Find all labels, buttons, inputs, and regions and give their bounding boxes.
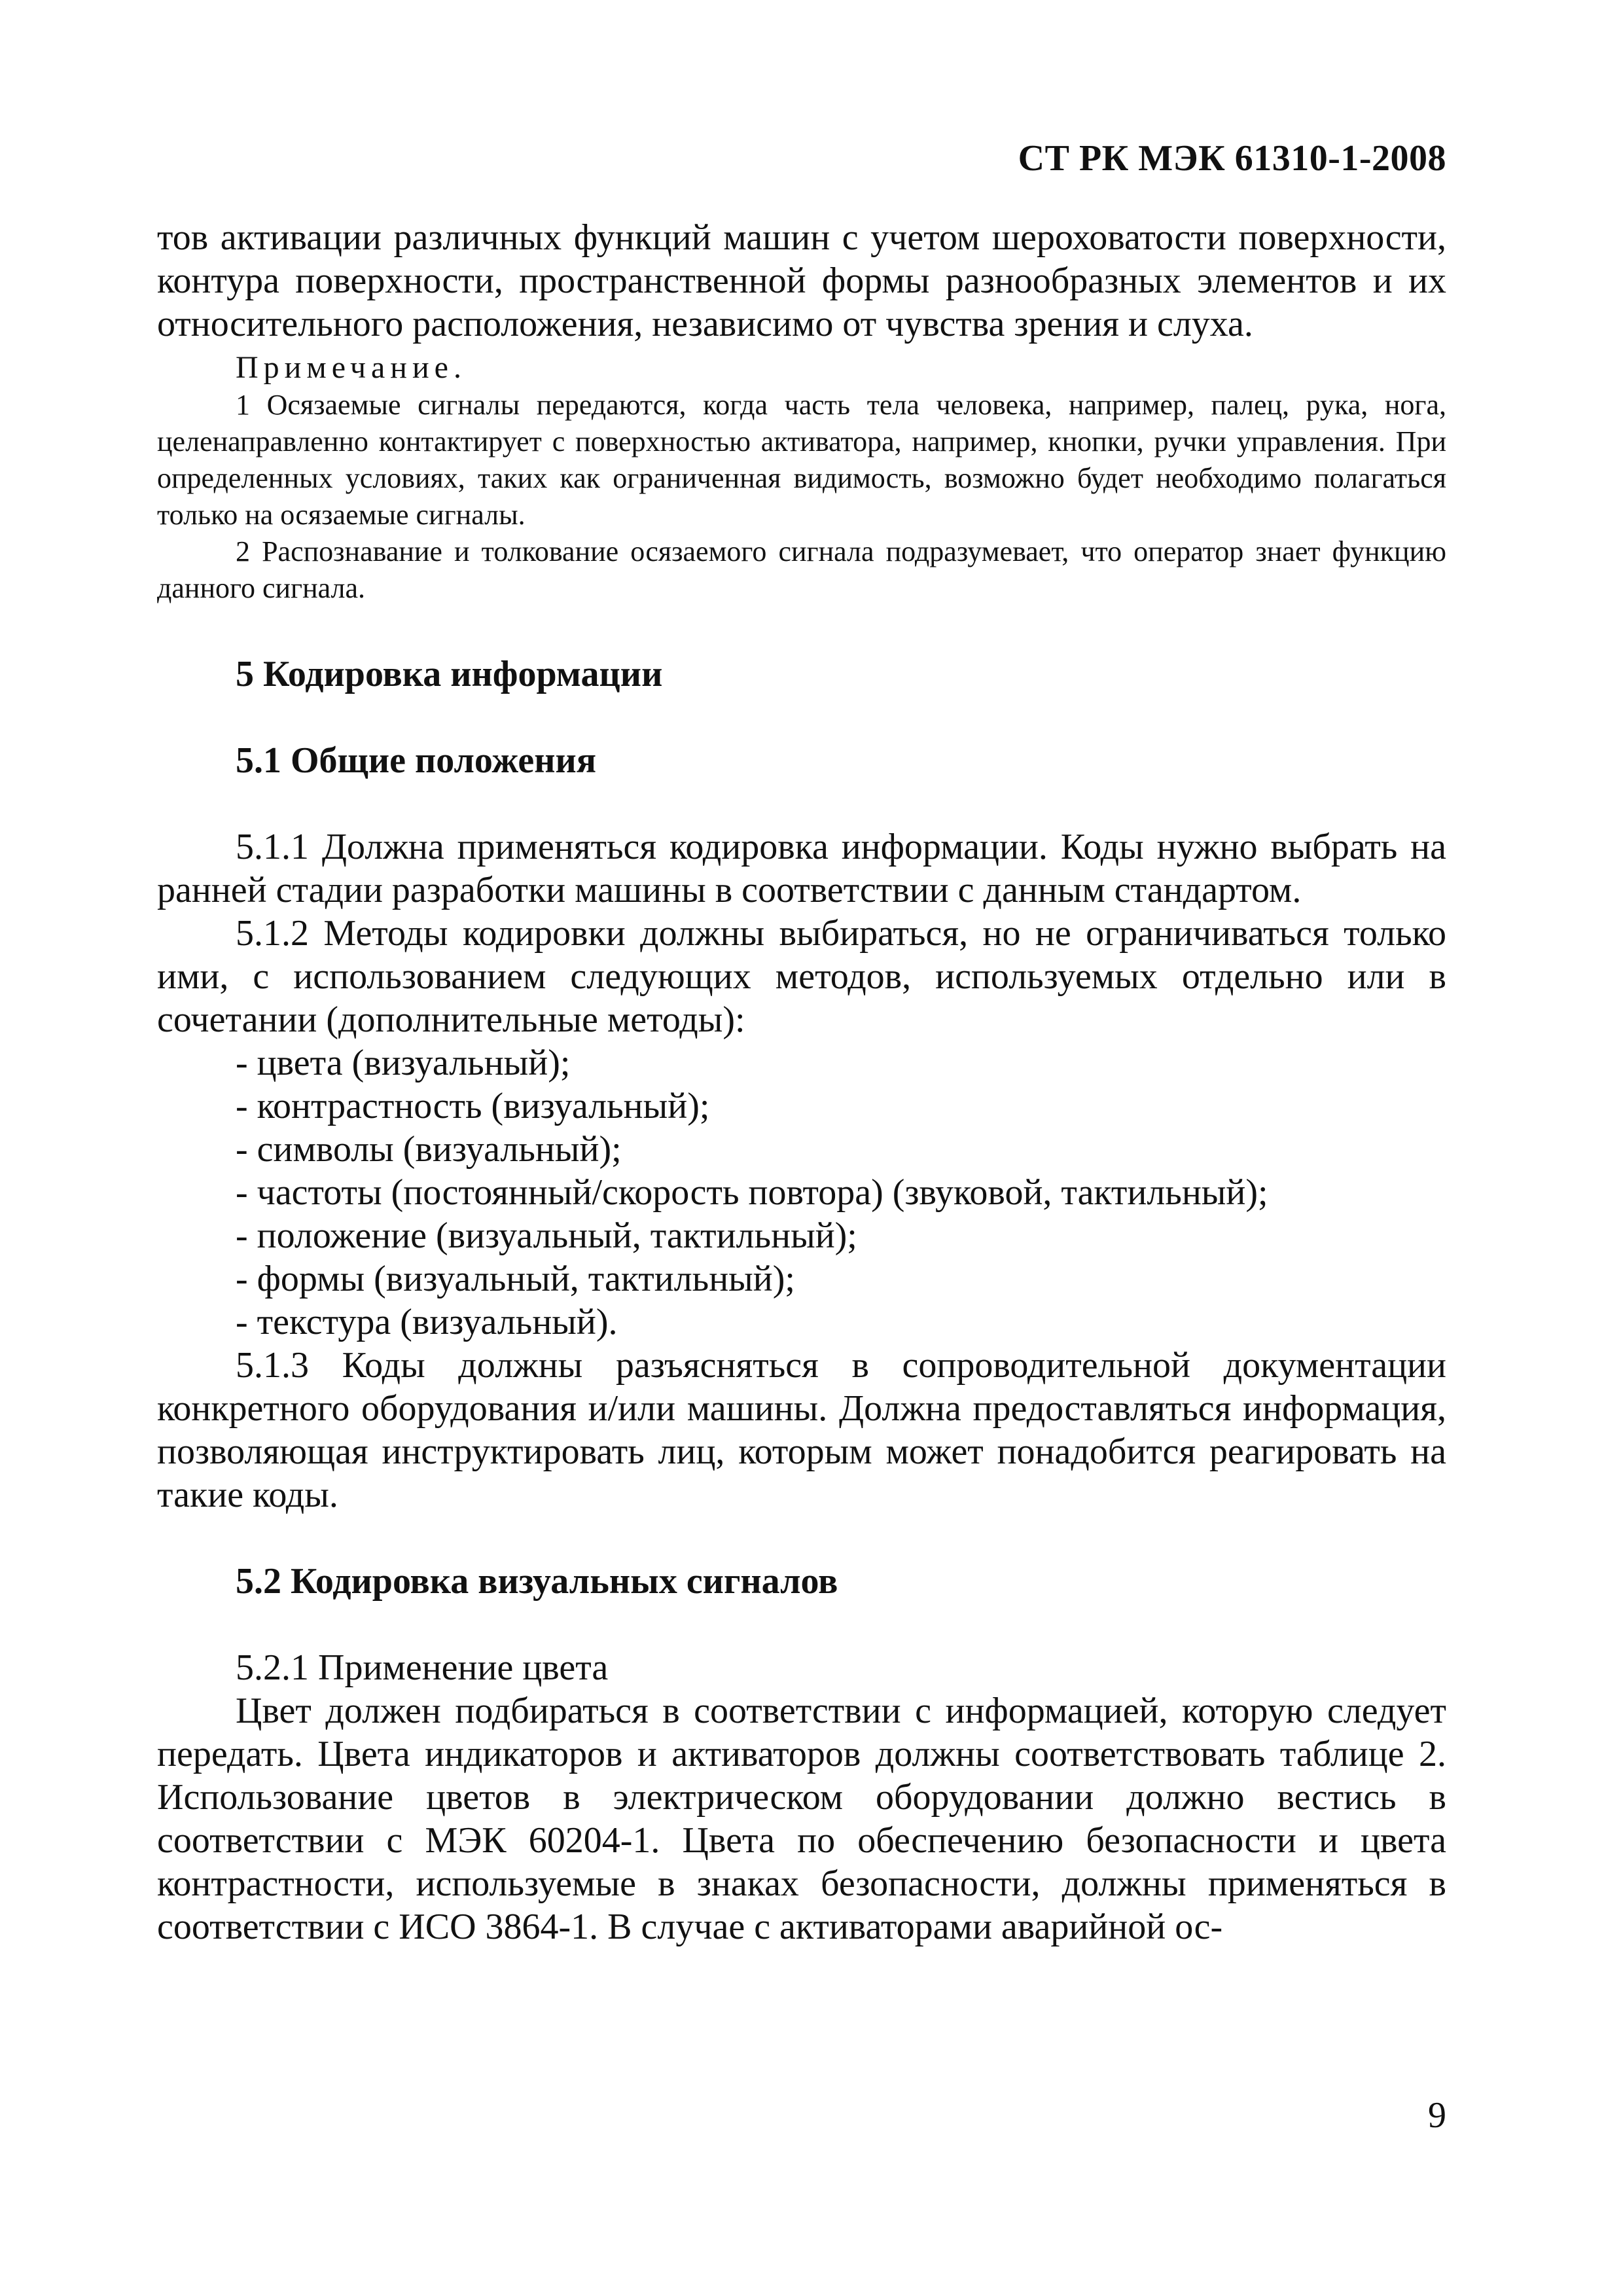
list-item: - частоты (постоянный/скорость повтора) (звуковой, тактильный); <box>236 1172 1268 1213</box>
list-item: - текстура (визуальный). <box>236 1302 618 1342</box>
list-item: - формы (визуальный, тактильный); <box>236 1259 795 1299</box>
page-content <box>157 216 1446 1948</box>
clause-5-1-2: 5.1.2 Методы кодировки должны выбираться, но не ограничиваться только ими, с использованием следующих методов, используемых отдельно или в сочетании (дополнительные методы): <box>157 913 1446 1040</box>
note-label-line <box>157 350 1446 387</box>
page-number: 9 <box>1428 2095 1446 2136</box>
clause-5-1-3: 5.1.3 Коды должны разъясняться в сопроводительной документации конкретного оборудования и/или машины. Должна предоставляться информация, позволяющая инструктировать лиц, которым может понадобится реагировать на такие коды. <box>157 1345 1446 1515</box>
list-item: - цвета (визуальный); <box>236 1043 571 1083</box>
note-label: Примечание. <box>236 350 467 385</box>
clause-5-2-1-text: Цвет должен подбираться в соответствии с информацией, которую следует передать. Цвета индикаторов и активаторов должны соответствовать таблице 2. Использование цветов в электрическом оборудовании должно вестись в соответствии с МЭК 60204-1. Цвета по обеспечению безопасности и цвета контрастности, используемые в знаках безопасности, должны применяться в соответствии с ИСО 3864-1. В случае с активаторами аварийной ос- <box>157 1691 1446 1947</box>
section-5-title: 5 Кодировка информации <box>236 654 663 694</box>
note-item-1: 1 Осязаемые сигналы передаются, когда часть тела человека, например, палец, рука, нога, целенаправленно контактирует с поверхностью активатора, например, кнопки, ручки управления. При определенных условиях, таких как ограниченная видимость, возможно будет необходимо полагаться только на осязаемые сигналы. <box>157 389 1446 531</box>
note-item-2: 2 Распознавание и толкование осязаемого сигнала подразумевает, что оператор знает функцию данного сигнала. <box>157 535 1446 604</box>
section-5-2-title: 5.2 Кодировка визуальных сигналов <box>236 1561 838 1602</box>
standard-code-header: СТ РК МЭК 61310-1-2008 <box>1018 138 1446 179</box>
intro-paragraph: тов активации различных функций машин с учетом шероховатости поверхности, контура поверхности, пространственной формы разнообразных элементов и их относительного расположения, независимо от чувства зрения и слуха. <box>157 217 1446 344</box>
clause-5-2-1-title: 5.2.1 Применение цвета <box>236 1647 609 1688</box>
list-item: - контрастность (визуальный); <box>236 1086 710 1126</box>
clause-5-1-1: 5.1.1 Должна применяться кодировка информации. Коды нужно выбрать на ранней стадии разработки машины в соответствии с данным стандартом. <box>157 827 1446 910</box>
list-item: - положение (визуальный, тактильный); <box>236 1215 857 1256</box>
section-5-1-title: 5.1 Общие положения <box>236 740 597 781</box>
list-item: - символы (визуальный); <box>236 1129 622 1170</box>
